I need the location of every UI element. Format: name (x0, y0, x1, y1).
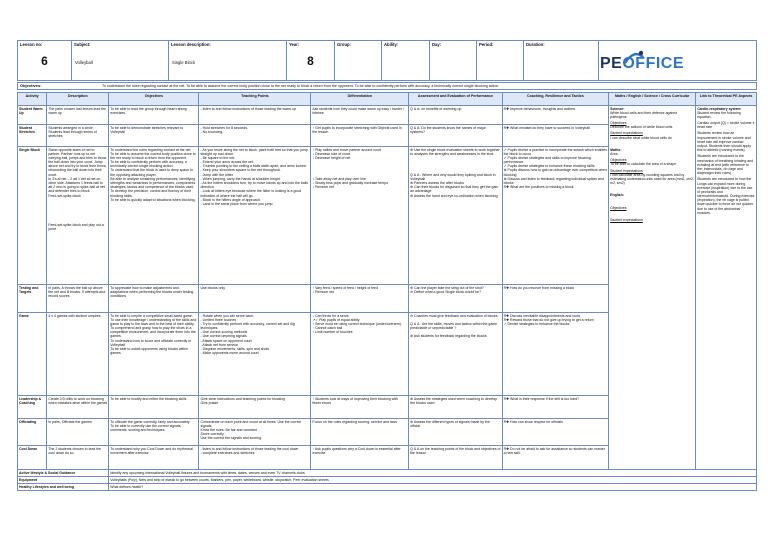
col-description: Description (47, 93, 109, 106)
activity-cell: Cool Down (18, 446, 47, 470)
maths-objectives-label: Objectives (610, 158, 627, 163)
activity-cell: Leadership & Coaching (18, 396, 47, 419)
lesson-table (17, 92, 757, 491)
bottom-label: Equipment (18, 477, 109, 484)
description-cell: The pairs chosen last lesson lead the warm up (47, 106, 109, 125)
activity-cell: Student Stretches (18, 125, 47, 147)
differentiation-cell: Ask students how they could make warm up easy / harder / intense (311, 106, 409, 125)
theory-p5: Students are introduced to how the Lungs can expand more during exercise (inspiration) due to the use of pectoralis and sternocleidomastoid. During exercise (expiration), the rib cage is pulled down quicker to force air out quicker due to use of the abdominal muscles. (697, 177, 755, 215)
period-cell (477, 41, 524, 80)
theory-p2: Cardiac output (Q) = stroke volume x heart rate (697, 121, 755, 130)
lesson-no-label: Lesson no: (20, 42, 43, 47)
maths-expectations-text: I can calculate area by counting squares and by estimating understand units used for area (mm2, cm2, m2, km2) (610, 172, 694, 186)
focus-value: Single Block (172, 60, 196, 65)
english-heading: English: (610, 193, 624, 198)
col-activity: Activity (18, 93, 47, 106)
objectives-label: Objectives: (20, 83, 42, 88)
differentiation-cell: ↑ Students look at ways of improving their blocking with fewer errors (311, 396, 409, 419)
description-cell: Stand opposite sides of net to partner. Partner runs up to net carrying ball, jumps and tries to throw the ball down into your court. Jump above net and try to block their throw, rebounding the ball down into their court. In 3's at net – 2 att 1 def at net on other side. Attackers 1 feeds ball to att 2 who is going to spike ball at net and defender tries to block Feed-set-spike-block Feed-set-spike-block and play out a point (47, 147, 109, 285)
bottom-label: Active lifestyle & Social Guidance (18, 470, 109, 477)
teaching-cell: - Hold stretches for 8 seconds. - No bouncing. (199, 125, 311, 147)
differentiation-cell: ↑ Vary feed / speed of feed / height of feed ↓ Remove net (311, 285, 409, 313)
activity-cell: Game (18, 313, 47, 396)
teaching-cell: Concentrate on each point and count at all times. Use the correct signals. Know the rules. Be fair and constant Score correctly. Use the correct the signals and scoring. (199, 419, 311, 446)
ability-cell (382, 41, 430, 80)
col-objectives: Objectives (109, 93, 199, 106)
teaching-cell: Use blocks only (199, 285, 311, 313)
subject-cell (72, 41, 169, 80)
science-objectives-text: Describe the actions of white blood cells (610, 125, 673, 130)
col-assessment: Assessment and Evaluation of Performance (409, 93, 502, 106)
assessment-cell: ⊕ Use the single block evaluation sheets to work together to analyses the strengths and weaknesses in the shot. Q & A : Where and why would they spiking and block in Volleyball ⊕ Partners assess the after blocks ⊕ Can their blocks be disguised so that they get the gain an advantage ⊕ Assess the hand and eye co-ordination when blocking (409, 147, 502, 285)
subject-label: Subject: (74, 42, 91, 47)
description-cell: Students arranged in a circle. Students lead through series of stretches (47, 125, 109, 147)
teaching-cell: Give clear instructions and teaching points for blocking Give praise (199, 396, 311, 419)
year-value: 8 (307, 54, 314, 68)
description-cell: Create 2/3 drills to work on blocking when mistakes arise within the games (47, 396, 109, 419)
ability-label: Ability: (384, 42, 399, 47)
objectives-cell: To be able to umpire a competitive small-sided game. To use their knowledge / understanding of the skills and game to play to the laws and to the best of their ability. To comprehend and grasp how to play the shots in a competitive environment, and incorporate them into the games. To understand how to score and officiate correctly in Volleyball To be able to outwit opponents using blocks within games (109, 313, 199, 396)
focus-label: Lesson description: (171, 42, 211, 47)
science-text: White blood cells and their defence against pathogens (610, 110, 677, 119)
science-expectations-label: Student expectations (610, 131, 643, 136)
differentiation-cell: ↑ Play rallies and move partner around court ↓ Decrease size of court ↓ Decrease height of net ↓ Take away net and play over line ↓ Slowly toss pops and gradually increase tempo ↓ Remove net (311, 147, 409, 285)
assessment-cell: ⊕ Can the player take the sting out of the shot? ⊖ Define what a good Single block would be? (409, 285, 502, 313)
assessment-cell: ⊕ Assess the strategies used when coaching to develop the blocks used (409, 396, 502, 419)
year-cell (287, 41, 335, 80)
col-differentiation: Differentiation (311, 93, 409, 106)
coaching-cell: R✚ What is their response if the drill is too hard? (502, 396, 609, 419)
theory-cell (696, 106, 757, 470)
bottom-row (18, 477, 757, 484)
cross-curricular-cell (609, 106, 696, 470)
day-cell (430, 41, 477, 80)
teaching-cell: - listen to and follow instructions of those leading the warm-up (199, 106, 311, 125)
assessment-cell: ⊖ Coaches must give feedback and evaluation of blocks Q & A : Are the skills, moves and tactics within the game predictable or unpredictable ? ⊕ Ask students for feedback regarding the blocks (409, 313, 502, 396)
period-label: Period: (479, 42, 494, 47)
lesson-no-cell (18, 41, 72, 80)
bottom-text: Identify any upcoming international Volleyball fixtures and tournaments with times, dates, venues and even TV channels clubs (109, 470, 757, 477)
col-coaching: Coaching, Resilience and Tactics (502, 93, 609, 106)
lesson-no-value: 6 (41, 54, 48, 68)
bottom-text: Volleyballs (Poly), Nets and strip of elastic to go between courts, Markers, pen, paper, whiteboard, whistle, stopwatch, Peer evaluation sheets (109, 477, 757, 484)
activity-cell: Single Block (18, 147, 47, 285)
maths-heading: Maths: (610, 147, 622, 152)
english-objectives-label: Objectives (610, 205, 627, 210)
description-cell: In pairs, Officiate the games (47, 419, 109, 446)
description-cell: 4 v 4 games with student umpires. (47, 313, 109, 396)
theory-p4: Students are introduced to the mechanics of breathing inhaling and exhaling at rest (with reference to the; intercostals, rib cage and diaphragm their roles) (697, 154, 754, 176)
coaching-cell: R✚ How do you recover from missing a block (502, 285, 609, 313)
maths-expectations-label: Student expectations (610, 168, 643, 173)
theory-p1: Student review the following equation; (697, 110, 741, 119)
differentiation-cell: ↓ Can throw for a serve. ↗✓ Play pupils of equal ability ↑ Serve must be using correct technique (under/overarm). ↑ Cannot catch ball ↑ Limit number of touches (311, 313, 409, 396)
coaching-cell: ✓ Pupils devise a practice to incorporate the smash which enables the block to occur ✓ Pupils devise strategies and skills to improve blocking performance ✓ Pupils devise strategies to enhance these blocking skills ⊕ Pupils discuss how to gain an advantage over competitors when blocking ⊕ Discuss and listen to feedback regarding individual spikes and blocks R✚ What are the positives to missing a block (502, 147, 609, 285)
coaching-cell: R✚ Do not be afraid to ask for assistance so students can master a new skill. (502, 446, 609, 470)
description-cell: In pairs, A throws the ball up above the net and B blocks. 5 attempts and record scores (47, 285, 109, 313)
col-theory: Link to Theoretical PE Aspects (696, 93, 757, 106)
focus-cell (169, 41, 287, 80)
objectives-text: To understand the rules regarding contact at the net. To be able to assume the correct body position close to the net ready to block a return from the opponent. To be able to confidently perform with accuracy, a technically correct single blocking action (102, 84, 499, 88)
science-expectations-text: I can describe what white blood cells do (610, 135, 672, 140)
coaching-cell: R✚ What mindset do they have to succeed in Volleyball (502, 125, 609, 147)
maths-text: Area (610, 152, 618, 156)
coaching-cell: R✚ Improve behaviours, thoughts and actions (502, 106, 609, 125)
bottom-row (18, 484, 757, 491)
coaching-cell: R✚ How can show respect for officials (502, 419, 609, 446)
assessment-cell: Q & A: on benefits of warming up (409, 106, 502, 125)
objectives-cell: To understand why you Cool Down and do rhythmical movement after exercise (109, 446, 199, 470)
year-label: Year: (289, 42, 300, 47)
coaching-cell: R✚ Discuss inevitable disappointments and hurts. R✚ Reward those that do not give up trying to get a return ✓ Devise strategies to enhance the blocks (502, 313, 609, 396)
bottom-label: Healthy Lifestyles and well being (18, 484, 109, 491)
bottom-row (18, 470, 757, 477)
theory-heading: Cardio-respiratory system (697, 106, 741, 111)
objectives-cell: To be able to demonstrate stretches relevant to Volleyball (109, 125, 199, 147)
english-expectations-label: Student expectations (610, 217, 643, 222)
day-label: Day: (432, 42, 442, 47)
science-objectives-label: Objectives (610, 121, 627, 126)
objectives-cell: To appreciate how to make adjustments and adaptations when performing the blocks under testing conditions (109, 285, 199, 313)
differentiation-cell: ↑ Ask pupils questions why a Cool down is essential after exercise (311, 446, 409, 470)
description-cell: The 2 students chosen to lead the cool down do so (47, 446, 109, 470)
activity-cell: Student Warm Up (18, 106, 47, 125)
maths-objectives-text: To be able to calculate the area of a shape (610, 162, 677, 167)
differentiation-cell: ↑ Get pupils to incorporate stretching with Objects used in the lesson (311, 125, 409, 147)
table-row (18, 106, 757, 125)
assessment-cell: Q & A on the teaching points of the block and objectives of the lesson (409, 446, 502, 470)
duration-label: Duration: (526, 42, 545, 47)
objectives-cell: To be able to lead the group through heart raising exercises. (109, 106, 199, 125)
assessment-cell: ⊕ Assess the different types of signals made by the official (409, 419, 502, 446)
science-heading: Science: (610, 106, 625, 111)
group-label: Group: (337, 42, 351, 47)
teaching-cell: - As you move along the net to block, plant both feet so that you jump straight up and down. - Be square to the net. - Extend your arms across the net. - Thumbs pointing to the ceiling a balls width apart, and arms locked. - Keep your shoulders square to the net throughout. - Jump with the hitter - When jumping, carry the hands at shoulder height. - As the hitters shoulders turn, try to move hands up and into the balls direction. - Look at hitters eye because where the hitter is looking is a good indication of where the ball will go. - Block in the hitters angle of approach. - Land in the same place from where you jump. (199, 147, 311, 285)
assessment-cell: Q & A: Do the students know the names of major systems? (409, 125, 502, 147)
table-header-row (18, 93, 757, 106)
objectives-cell: To understand the rules regarding contact at the net. To be able to assume the correct body position close to the net ready to block a return from the opponent. To be able to confidently perform with accuracy, a technically correct single blocking action. To understand that the block is used to deny space to the opposing attacking player. Be able to analyse smashing performances, identifying strengths and weakness in performances, components, strategies, tactics and competence of the blocks used To develop the precision, control and fluency of their blocking skills. To be able to quickly adapt to situations when blocking. (109, 147, 199, 285)
activity-cell: Testing and Targets (18, 285, 47, 313)
group-cell (335, 41, 382, 80)
theory-p3: Students review how an improvement in stroke volume and heart rate will improve cardiac output. Students then should apply this to athletic (running events) (697, 131, 751, 153)
subject-value: Volleyball (75, 60, 93, 65)
teaching-cell: - listen to and follow instructions of those leading the cool down - complete exercises and stretches (199, 446, 311, 470)
col-teaching-points: Teaching Points (199, 93, 311, 106)
duration-cell (524, 41, 599, 80)
bottom-text: What defines health? (109, 484, 757, 491)
differentiation-cell: Focus on the rules regarding scoring, service and laws (311, 419, 409, 446)
objectives-cell: To officiate the game correctly, fairly and accurately. To be able to correctly use the correct signals, comments, scoring and techniques. (109, 419, 199, 446)
teaching-cell: - Rotate when you win serve back. - Limited three touches - Try to confidently perform with accuracy, correct set and dig techniques. - Use correct scoring methods - Use correct umpiring signals - Attack space on opponent court - Attack net from service - Disguise movements, skills, spin and shots - Make opponents move around court (199, 313, 311, 396)
col-cross-curricular: Maths / English / Science / Cross Curricular (609, 93, 696, 106)
objectives-cell: To be able to modify and refine the blocking skills (109, 396, 199, 419)
logo-text: PEOFFICE (600, 55, 685, 72)
objectives-bar (17, 82, 757, 90)
peoffice-logo (600, 45, 750, 73)
activity-cell: Officiating (18, 419, 47, 446)
